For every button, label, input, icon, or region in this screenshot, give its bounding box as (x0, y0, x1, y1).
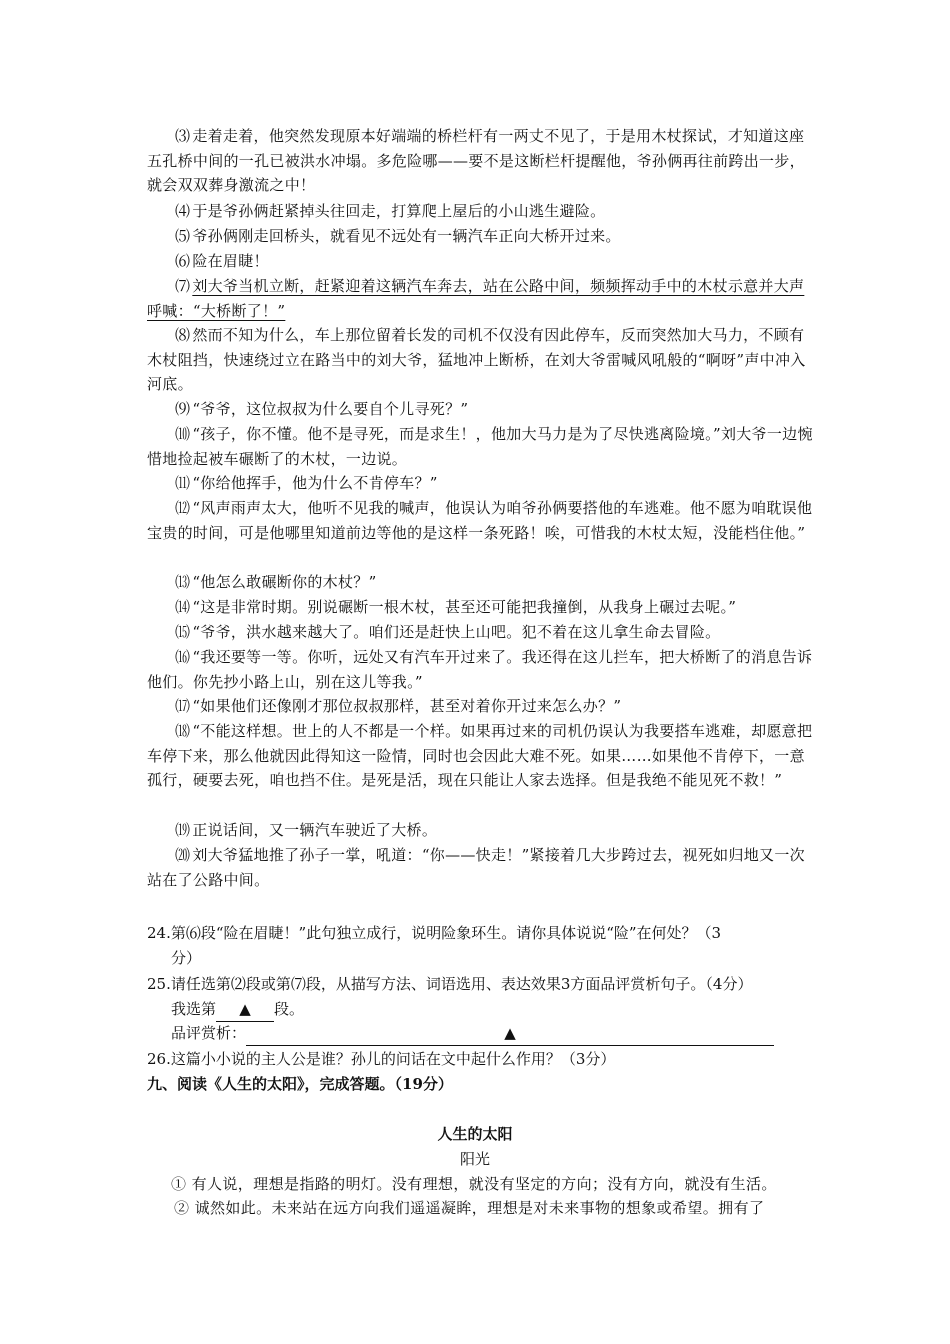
story-paragraph-4: ⑷ 于是爷孙俩赶紧掉头往回走，打算爬上屋后的小山逃生避险。 (175, 202, 606, 220)
comment-answer-blank[interactable]: ▲ (246, 1021, 774, 1046)
question-26: 26.这篇小小说的主人公是谁？孙儿的问话在文中起什么作用？（3分） (147, 1050, 616, 1068)
story-paragraph-11: ⑾ “你给他挥手，他为什么不肯停车？” (175, 474, 438, 492)
question-25-comment-line: 品评赏析： ▲ (171, 1021, 774, 1046)
essay-author: 阳光 (459, 1150, 490, 1168)
story-paragraph-15: ⒂ “爷爷，洪水越来越大了。咱们还是赶快上山吧。犯不着在这儿拿生命去冒险。 (175, 623, 721, 641)
story-paragraph-16: ⒃ “我还要等一等。你听，远处又有汽车开过来了。我还得在这儿拦车，把大桥断了的消息告诉他们。你先抄小路上山，别在这儿等我。” (147, 648, 813, 691)
essay-paragraph-2: ② 诚然如此。未来站在远方向我们遥遥凝眸，理想是对未来事物的想象或希望。拥有了 (174, 1199, 765, 1217)
story-paragraph-13: ⒀ “他怎么敢碾断你的木杖？” (175, 573, 377, 591)
story-paragraph-12: ⑿ “风声雨声太大，他听不见我的喊声，他误认为咱爷孙俩要搭他的车逃难。他不愿为咱耽误他宝贵的时间，可是他哪里知道前边等他的是这样一条死路！唉，可惜我的木杖太短，没能档住他。” (147, 499, 813, 542)
story-paragraph-6: ⑹ 险在眉睫！ (175, 252, 269, 270)
story-paragraph-20: ⒇ 刘大爷猛地推了孙子一掌，吼道：“你——快走！”紧接着几大步跨过去，视死如归地又一次站在了公路中间。 (147, 846, 805, 889)
underlined-sentence: 刘大爷当机立断，赶紧迎着这辆汽车奔去，站在公路中间，频频挥动手中的木杖示意并大声呼喊：“大桥断了！” (147, 277, 805, 320)
essay-paragraph-1: ① 有人说，理想是指路的明灯。没有理想，就没有坚定的方向；没有方向，就没有生活。 (171, 1175, 777, 1193)
story-paragraph-14: ⒁ “这是非常时期。别说碾断一根木杖，甚至还可能把我撞倒，从我身上碾过去呢。” (175, 598, 737, 616)
question-25: 25.请任选第⑵段或第⑺段，从描写方法、词语选用、表达效果3方面品评赏析句子。（4分） (147, 975, 753, 993)
paragraph-choice-blank[interactable]: ▲ (216, 997, 274, 1022)
question-25-choice-line: 我选第 ▲ 段。 (171, 997, 304, 1022)
question-24: 24.第⑹段“险在眉睫！”此句独立成行，说明险象环生。请你具体说说“险”在何处？（3 分） (147, 924, 722, 967)
story-paragraph-8: ⑻ 然而不知为什么，车上那位留着长发的司机不仅没有因此停车，反而突然加大马力，不顾有木杖阻挡，快速绕过立在路当中的刘大爷，猛地冲上断桥，在刘大爷雷喊风吼般的“啊呀”声中冲入河底。 (147, 326, 806, 393)
story-paragraph-5: ⑸ 爷孙俩刚走回桥头，就看见不远处有一辆汽车正向大桥开过来。 (175, 227, 621, 245)
story-paragraph-18: ⒅ “不能这样想。世上的人不都是一个样。如果再过来的司机仍误认为我要搭车逃难，却愿意把车停下来，那么他就因此得知这一险情，同时也会因此大难不死。如果……如果他不肯停下，一意孤行，硬要去死，咱也挡不住。是死是活，现在只能让人家去选择。但是我绝不能见死不救！” (147, 722, 813, 789)
story-paragraph-10: ⑽ “孩子，你不懂。他不是寻死，而是求生！，他加大马力是为了尽快逃离险境。”刘大爷一边惋惜地捡起被车碾断了的木杖，一边说。 (147, 425, 813, 468)
story-paragraph-19: ⒆ 正说话间，又一辆汽车驶近了大桥。 (175, 821, 438, 839)
essay-title: 人生的太阳 (437, 1125, 513, 1143)
story-paragraph-17: ⒄ “如果他们还像刚才那位叔叔那样，甚至对着你开过来怎么办？” (175, 697, 622, 715)
story-paragraph-3: ⑶ 走着走着，他突然发现原本好端端的桥栏杆有一两丈不见了，于是用木杖探试，才知道这座五孔桥中间的一孔已被洪水冲塌。多危险哪——要不是这断栏杆提醒他，爷孙俩再往前跨出一步，就会双双葬身激流之中！ (147, 127, 805, 194)
story-paragraph-9: ⑼ “爷爷，这位叔叔为什么要自个儿寻死？” (175, 400, 469, 418)
story-paragraph-7: ⑺ 刘大爷当机立断，赶紧迎着这辆汽车奔去，站在公路中间，频频挥动手中的木杖示意并大声呼喊：“大桥断了！” (147, 277, 805, 320)
section-9-heading: 九、阅读《人生的太阳》，完成答题。（19分） (147, 1075, 453, 1093)
